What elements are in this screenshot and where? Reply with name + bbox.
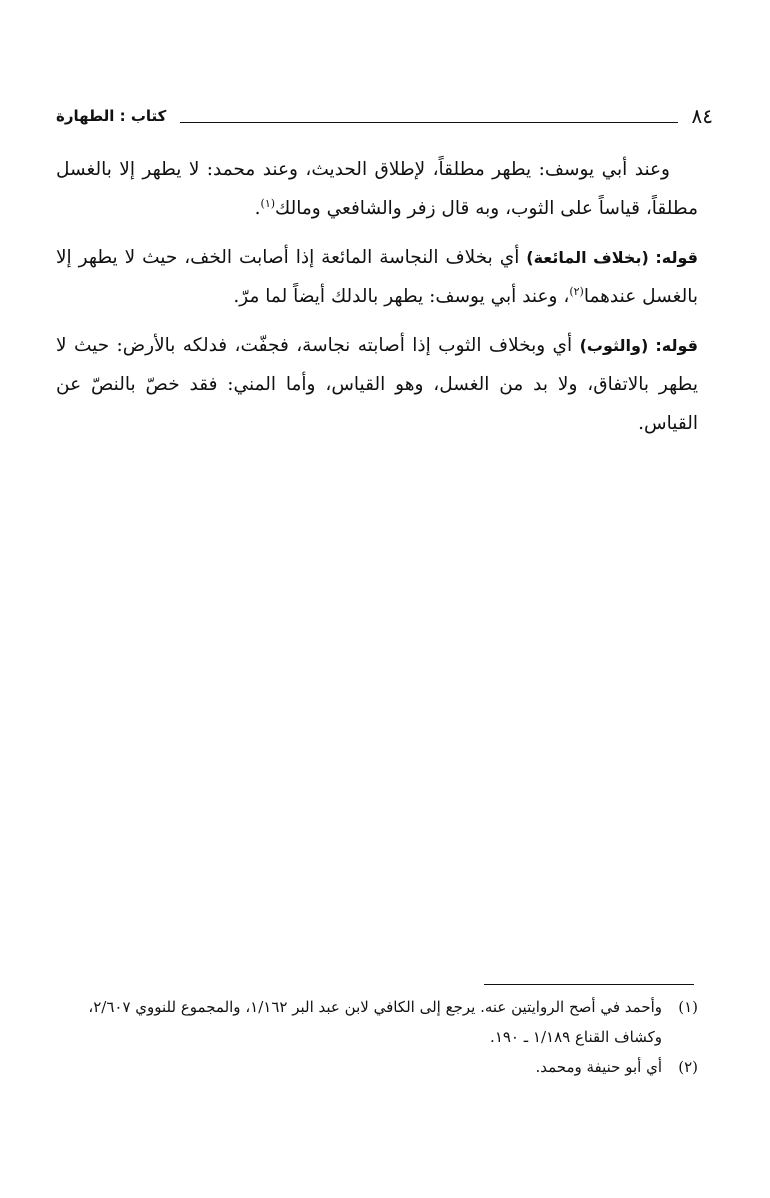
paragraph-1 [56, 150, 698, 228]
paragraph-3 [56, 326, 698, 443]
paragraph-2-text-a: أي بخلاف النجاسة المائعة إذا أصابت الخف، حيث لا يطهر إلا بالغسل عندهما [56, 247, 698, 307]
paragraph-2 [56, 238, 698, 316]
footnotes [56, 992, 698, 1082]
paragraph-1-tail: . [254, 198, 261, 219]
page-number: ٨٤ [691, 104, 713, 128]
footnote-ref-2: (٢) [569, 284, 584, 298]
footnote-separator [484, 984, 694, 985]
paragraph-1-text: وعند أبي يوسف: يطهر مطلقاً، لإطلاق الحديث، وعند محمد: لا يطهر إلا بالغسل مطلقاً، قياساً على الثوب، وبه قال زفر والشافعي ومالك [56, 159, 698, 219]
footnote-1-text: وأحمد في أصح الروايتين عنه. يرجع إلى الكافي لابن عبد البر ١/١٦٢، والمجموع للنووي ٢/٦٠٧، وكشاف القناع ١/١٨٩ ـ ١٩٠. [88, 998, 662, 1046]
footnote-2-number: (٢) [678, 1058, 698, 1076]
footnote-1-number: (١) [678, 998, 698, 1016]
running-title: كتاب : الطهارة [56, 107, 167, 125]
page-header [56, 104, 713, 128]
paragraph-2-label: قوله: (بخلاف المائعة) [526, 248, 699, 267]
footnote-1 [56, 992, 698, 1052]
paragraph-3-label: قوله: (والثوب) [579, 336, 698, 355]
header-rule [180, 122, 677, 123]
footnote-ref-1: (١) [260, 196, 276, 210]
paragraph-2-text-b: ، وعند أبي يوسف: يطهر بالدلك أيضاً لما مرّ. [233, 286, 570, 307]
main-text [56, 150, 698, 453]
footnote-2 [56, 1052, 698, 1082]
footnote-2-text: أي أبو حنيفة ومحمد. [535, 1058, 662, 1076]
paragraph-3-text: أي وبخلاف الثوب إذا أصابته نجاسة، فجفّت، فدلكه بالأرض: حيث لا يطهر بالاتفاق، ولا بد من الغسل، وهو القياس، وأما المني: فقد خصّ بالنصّ عن القياس. [56, 335, 698, 434]
